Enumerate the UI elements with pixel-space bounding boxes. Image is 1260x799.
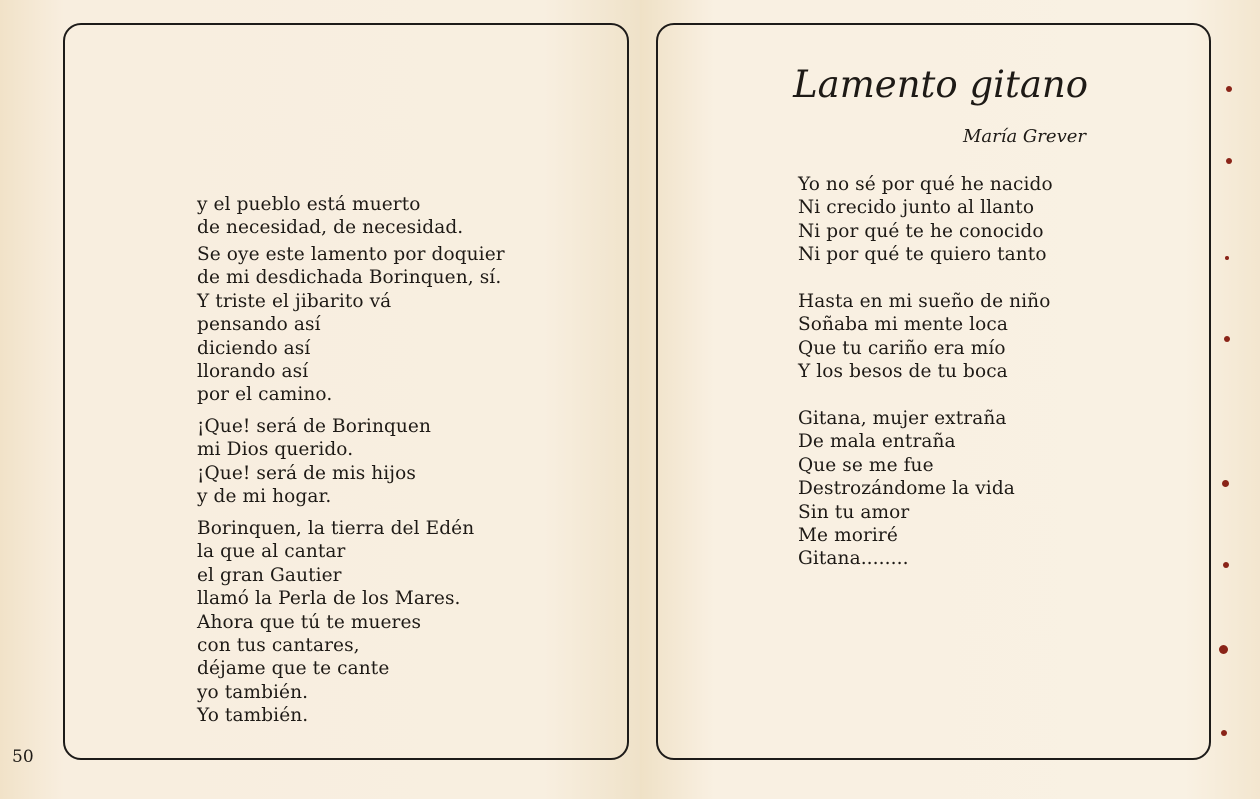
poem-line: mi Dios querido.: [197, 439, 354, 461]
poem-line: Destrozándome la vida: [798, 478, 1015, 500]
poem-line: Ahora que tú te mueres: [197, 611, 422, 633]
right-stanza-1: [798, 173, 1053, 267]
poem-line: Y los besos de tu boca: [798, 361, 1008, 383]
index-tab-mark: [1223, 562, 1229, 568]
poem-line: Gitana........: [798, 548, 909, 570]
poem-line: Me moriré: [798, 525, 898, 547]
poem-line: llamó la Perla de los Mares.: [197, 588, 461, 610]
poem-line: Sin tu amor: [798, 501, 910, 523]
poem-title: Lamento gitano: [793, 63, 1088, 106]
index-tab-mark: [1221, 730, 1227, 736]
poem-line: Soñaba mi mente loca: [798, 314, 1008, 336]
index-tab-mark: [1219, 645, 1228, 654]
right-stanza-2: [798, 290, 1050, 384]
left-stanza-3: [197, 415, 431, 509]
left-stanza-1: [197, 193, 463, 240]
poem-line: yo también.: [197, 681, 309, 703]
poem-line: déjame que te cante: [197, 658, 390, 680]
poem-line: Y triste el jibarito vá: [197, 290, 392, 312]
index-tab-mark: [1226, 158, 1232, 164]
poem-line: con tus cantares,: [197, 635, 360, 657]
poem-line: De mala entraña: [798, 431, 956, 453]
poem-line: Ni crecido junto al llanto: [798, 197, 1035, 219]
right-stanza-3: [798, 407, 1015, 571]
poem-line: Hasta en mi sueño de niño: [798, 291, 1051, 312]
poem-line: y el pueblo está muerto: [197, 194, 421, 215]
page-number: 50: [12, 747, 34, 767]
poem-line: Ni por qué te quiero tanto: [798, 244, 1047, 266]
index-tab-mark: [1225, 256, 1229, 260]
poem-line: de necesidad, de necesidad.: [197, 217, 464, 239]
poem-line: pensando así: [197, 314, 321, 336]
left-stanza-4: [197, 517, 474, 728]
poem-line: llorando así: [197, 361, 309, 383]
poem-line: ¡Que! será de Borinquen: [197, 416, 431, 437]
left-stanza-2: [197, 243, 505, 407]
poem-line: por el camino.: [197, 384, 333, 406]
index-tab-mark: [1226, 86, 1232, 92]
poem-line: Ni por qué te he conocido: [798, 220, 1044, 242]
poem-line: Yo también.: [197, 705, 309, 727]
poem-line: de mi desdichada Borinquen, sí.: [197, 267, 502, 289]
poem-line: ¡Que! será de mis hijos: [197, 462, 416, 484]
index-tab-mark: [1222, 480, 1229, 487]
poem-line: Gitana, mujer extraña: [798, 408, 1007, 429]
index-tab-mark: [1224, 336, 1230, 342]
poem-line: Que tu cariño era mío: [798, 337, 1006, 359]
poem-line: diciendo así: [197, 337, 311, 359]
poem-line: Que se me fue: [798, 454, 934, 476]
poem-line: la que al cantar: [197, 541, 346, 563]
poem-line: y de mi hogar.: [197, 486, 332, 508]
poem-line: Se oye este lamento por doquier: [197, 244, 505, 265]
poem-line: Yo no sé por qué he nacido: [798, 174, 1053, 195]
poem-line: el gran Gautier: [197, 564, 342, 586]
poem-author: María Grever: [962, 126, 1086, 147]
poem-line: Borinquen, la tierra del Edén: [197, 518, 475, 539]
